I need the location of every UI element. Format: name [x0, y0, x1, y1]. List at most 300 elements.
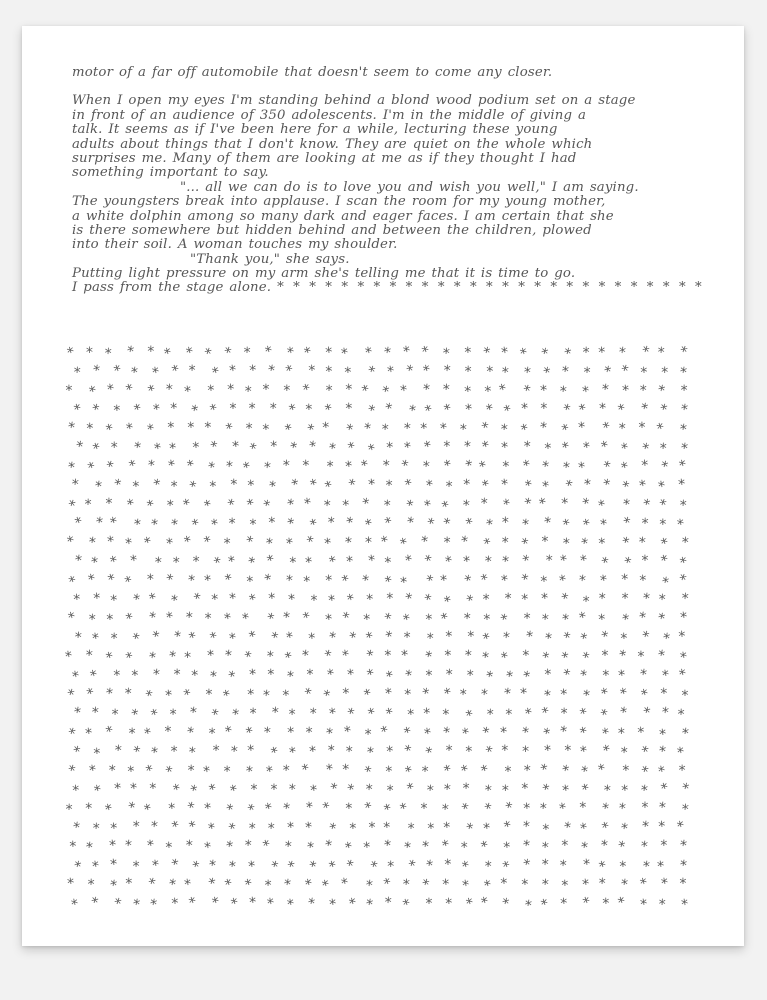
asterisk-mark: *	[225, 668, 238, 687]
asterisk-mark: *	[107, 762, 117, 780]
asterisk-mark: *	[366, 552, 378, 570]
asterisk-mark: *	[521, 495, 534, 514]
asterisk-mark: *	[679, 609, 690, 627]
asterisk-mark: *	[302, 533, 316, 552]
asterisk-mark: *	[425, 630, 435, 648]
asterisk-mark: *	[152, 554, 163, 571]
asterisk-mark: *	[398, 800, 411, 818]
asterisk-mark: *	[104, 495, 114, 512]
asterisk-mark: *	[499, 572, 511, 590]
asterisk-mark: *	[266, 820, 276, 838]
asterisk-mark: *	[246, 628, 260, 646]
asterisk-mark: *	[221, 686, 234, 705]
asterisk-mark: *	[660, 364, 669, 381]
asterisk-mark: *	[617, 726, 626, 743]
asterisk-mark: *	[620, 553, 634, 572]
asterisk-mark: *	[169, 592, 180, 610]
asterisk-mark: *	[481, 820, 492, 838]
asterisk-mark: *	[150, 364, 162, 382]
asterisk-mark: *	[659, 686, 670, 703]
asterisk-mark: *	[538, 800, 549, 817]
asterisk-mark: *	[657, 896, 667, 914]
asterisk-mark: *	[284, 495, 296, 514]
asterisk-mark: *	[520, 818, 531, 836]
asterisk-mark: *	[339, 875, 352, 893]
asterisk-mark: *	[103, 685, 115, 703]
asterisk-mark: *	[162, 571, 175, 589]
asterisk-mark: *	[461, 780, 471, 797]
asterisk-mark: *	[598, 516, 610, 534]
asterisk-mark: *	[599, 418, 614, 437]
asterisk-mark: *	[557, 571, 569, 590]
asterisk-mark: *	[283, 838, 294, 855]
asterisk-mark: *	[423, 612, 434, 629]
asterisk-mark: *	[658, 726, 669, 743]
asterisk-mark: *	[90, 439, 104, 458]
asterisk-mark: *	[190, 667, 201, 685]
asterisk-mark: *	[381, 344, 393, 362]
asterisk-mark: *	[305, 895, 317, 913]
asterisk-mark: *	[679, 534, 690, 551]
asterisk-mark: *	[675, 516, 687, 534]
asterisk-mark: *	[64, 497, 78, 516]
asterisk-mark: *	[677, 763, 687, 780]
text-line: surprises me. Many of them are looking at me as if they thought I had	[72, 150, 577, 166]
asterisk-mark: *	[302, 343, 315, 362]
asterisk-mark: *	[189, 590, 203, 609]
asterisk-mark: *	[460, 877, 472, 895]
asterisk-mark: *	[283, 362, 297, 380]
asterisk-mark: *	[326, 514, 336, 532]
asterisk-mark: *	[577, 743, 590, 762]
text-line-last	[72, 280, 704, 296]
asterisk-mark: *	[207, 725, 216, 743]
asterisk-row	[66, 475, 696, 497]
asterisk-mark: *	[597, 554, 611, 573]
asterisk-mark: *	[201, 533, 215, 552]
asterisk-mark: *	[441, 457, 455, 475]
asterisk-mark: *	[112, 780, 123, 798]
asterisk-mark: *	[166, 457, 178, 475]
asterisk-mark: *	[656, 344, 666, 361]
asterisk-mark: *	[463, 514, 477, 533]
asterisk-mark: *	[442, 439, 452, 456]
asterisk-mark: *	[559, 439, 572, 458]
asterisk-mark: *	[164, 381, 175, 399]
asterisk-mark: *	[287, 744, 299, 762]
asterisk-mark: *	[539, 725, 552, 744]
asterisk-mark: *	[420, 763, 430, 780]
asterisk-mark: *	[640, 800, 650, 817]
asterisk-mark: *	[439, 801, 450, 819]
asterisk-mark: *	[381, 837, 393, 855]
asterisk-mark: *	[443, 647, 453, 665]
asterisk-mark: *	[207, 629, 221, 648]
asterisk-mark: *	[655, 496, 669, 515]
asterisk-mark: *	[639, 439, 652, 458]
asterisk-row	[66, 361, 696, 383]
asterisk-mark: *	[367, 819, 377, 836]
asterisk-mark: *	[402, 666, 415, 685]
asterisk-mark: *	[519, 382, 533, 401]
asterisk-mark: *	[320, 877, 333, 895]
asterisk-mark: *	[148, 516, 160, 534]
asterisk-mark: *	[423, 857, 435, 875]
asterisk-mark: *	[86, 876, 96, 894]
asterisk-mark: *	[459, 857, 472, 876]
asterisk-mark: *	[112, 742, 123, 760]
asterisk-mark: *	[64, 344, 78, 363]
asterisk-mark: *	[124, 420, 136, 438]
asterisk-mark: *	[244, 573, 255, 590]
asterisk-mark: *	[598, 837, 609, 855]
asterisk-mark: *	[656, 799, 668, 817]
asterisk-mark: *	[143, 762, 157, 781]
asterisk-mark: *	[127, 726, 137, 743]
asterisk-mark: *	[343, 838, 356, 857]
asterisk-mark: *	[518, 551, 531, 570]
asterisk-mark: *	[72, 552, 84, 570]
text-line: motor of a far off automobile that doesn't seem to come any closer.	[72, 65, 553, 80]
asterisk-mark: *	[421, 438, 434, 456]
asterisk-mark: *	[384, 743, 396, 761]
asterisk-mark: *	[186, 629, 200, 648]
asterisk-mark: *	[343, 401, 354, 418]
asterisk-mark: *	[167, 516, 180, 534]
asterisk-mark: *	[485, 706, 495, 724]
asterisk-mark: *	[440, 876, 451, 894]
asterisk-mark: *	[419, 838, 431, 856]
asterisk-mark: *	[322, 535, 333, 553]
asterisk-mark: *	[404, 514, 416, 533]
asterisk-mark: *	[360, 762, 374, 781]
asterisk-mark: *	[403, 551, 415, 570]
asterisk-mark: *	[561, 476, 575, 495]
asterisk-mark: *	[378, 722, 392, 741]
asterisk-mark: *	[559, 629, 572, 648]
asterisk-mark: *	[307, 476, 321, 494]
asterisk-mark: *	[542, 630, 554, 648]
asterisk-mark: *	[658, 535, 671, 554]
asterisk-mark: *	[207, 401, 221, 420]
asterisk-mark: *	[206, 857, 218, 875]
asterisk-row	[66, 627, 696, 649]
asterisk-mark: *	[478, 723, 491, 742]
asterisk-mark: *	[151, 400, 163, 419]
asterisk-mark: *	[183, 798, 196, 817]
asterisk-mark: *	[482, 591, 491, 608]
asterisk-mark: *	[678, 400, 690, 419]
asterisk-mark: *	[422, 571, 435, 590]
asterisk-mark: *	[227, 516, 236, 533]
text-line: something important to say.	[72, 165, 269, 181]
asterisk-mark: *	[73, 438, 86, 457]
asterisk-mark: *	[560, 515, 573, 534]
asterisk-mark: *	[618, 819, 630, 838]
asterisk-mark: *	[130, 896, 142, 914]
asterisk-mark: *	[326, 819, 339, 838]
asterisk-mark: *	[438, 572, 449, 590]
asterisk-mark: *	[539, 573, 550, 590]
asterisk-mark: *	[88, 667, 101, 686]
asterisk-mark: *	[680, 687, 689, 704]
asterisk-mark: *	[599, 685, 612, 704]
asterisk-mark: *	[243, 724, 257, 742]
asterisk-mark: *	[677, 457, 690, 476]
asterisk-mark: *	[123, 535, 135, 553]
asterisk-mark: *	[480, 799, 494, 818]
asterisk-mark: *	[478, 570, 492, 589]
asterisk-mark: *	[283, 572, 295, 590]
asterisk-mark: *	[619, 630, 629, 647]
asterisk-mark: *	[131, 478, 141, 496]
asterisk-mark: *	[300, 647, 311, 665]
asterisk-mark: *	[441, 781, 453, 799]
asterisk-mark: *	[406, 821, 416, 838]
asterisk-mark: *	[246, 820, 257, 838]
asterisk-mark: *	[442, 592, 455, 611]
asterisk-mark: *	[166, 876, 178, 894]
asterisk-mark: *	[482, 668, 495, 686]
asterisk-mark: *	[261, 570, 274, 589]
asterisk-mark: *	[128, 364, 140, 382]
asterisk-mark: *	[458, 422, 469, 439]
asterisk-row	[66, 437, 696, 459]
asterisk-mark: *	[224, 820, 238, 839]
asterisk-mark: *	[679, 725, 690, 743]
asterisk-mark: *	[181, 496, 194, 515]
asterisk-mark: *	[281, 762, 291, 779]
asterisk-mark: *	[659, 838, 669, 855]
asterisk-mark: *	[286, 401, 300, 419]
asterisk-mark: *	[264, 552, 277, 571]
asterisk-mark: *	[559, 895, 570, 912]
asterisk-mark: *	[599, 381, 610, 399]
asterisk-mark: *	[560, 459, 572, 477]
asterisk-mark: *	[539, 401, 549, 418]
asterisk-mark: *	[362, 516, 375, 535]
asterisk-mark: *	[659, 573, 671, 592]
asterisk-mark: *	[247, 894, 259, 912]
asterisk-mark: *	[141, 725, 154, 743]
asterisk-mark: *	[131, 400, 144, 419]
asterisk-mark: *	[402, 476, 416, 495]
asterisk-mark: *	[72, 513, 86, 532]
asterisk-mark: *	[617, 344, 628, 362]
asterisk-mark: *	[397, 457, 411, 476]
asterisk-mark: *	[577, 572, 588, 590]
asterisk-mark: *	[559, 611, 571, 629]
asterisk-mark: *	[128, 706, 141, 725]
asterisk-mark: *	[206, 781, 220, 800]
asterisk-mark: *	[521, 647, 531, 665]
asterisk-mark: *	[248, 666, 259, 684]
asterisk-mark: *	[498, 648, 511, 667]
asterisk-mark: *	[265, 648, 276, 666]
asterisk-mark: *	[383, 705, 396, 724]
asterisk-mark: *	[344, 801, 354, 818]
asterisk-row	[64, 494, 696, 516]
asterisk-mark: *	[202, 800, 214, 818]
asterisk-mark: *	[184, 723, 196, 742]
asterisk-mark: *	[596, 344, 607, 361]
paragraph-gap	[72, 80, 692, 94]
asterisk-mark: *	[301, 458, 311, 475]
asterisk-mark: *	[597, 400, 609, 418]
asterisk-mark: *	[617, 361, 631, 380]
asterisk-mark: *	[479, 686, 490, 704]
asterisk-mark: *	[358, 495, 371, 514]
asterisk-mark: *	[678, 780, 691, 798]
asterisk-mark: *	[638, 874, 651, 893]
asterisk-row	[64, 798, 696, 820]
asterisk-mark: *	[521, 438, 532, 455]
asterisk-mark: *	[201, 496, 215, 515]
asterisk-mark: *	[616, 800, 627, 818]
asterisk-mark: *	[64, 801, 74, 819]
text-line: When I open my eyes I'm standing behind a blond wood podium set on a stage	[72, 93, 636, 109]
asterisk-mark: *	[226, 553, 238, 572]
asterisk-mark: *	[401, 724, 415, 742]
asterisk-mark: *	[261, 724, 272, 742]
asterisk-mark: *	[639, 364, 649, 381]
asterisk-mark: *	[402, 763, 416, 782]
asterisk-mark: *	[229, 477, 239, 494]
asterisk-mark: *	[185, 419, 196, 436]
asterisk-mark: *	[83, 839, 94, 857]
asterisk-mark: *	[344, 476, 357, 495]
asterisk-mark: *	[69, 667, 82, 686]
asterisk-mark: *	[131, 439, 143, 457]
asterisk-mark: *	[365, 440, 378, 459]
asterisk-mark: *	[500, 743, 510, 760]
asterisk-mark: *	[442, 362, 453, 379]
asterisk-mark: *	[131, 858, 140, 875]
asterisk-mark: *	[576, 419, 588, 437]
asterisk-mark: *	[299, 760, 312, 779]
asterisk-mark: *	[344, 743, 354, 761]
asterisk-mark: *	[70, 477, 81, 494]
asterisk-mark: *	[463, 647, 473, 665]
asterisk-mark: *	[484, 363, 495, 381]
asterisk-mark: *	[169, 743, 179, 760]
asterisk-mark: *	[620, 571, 631, 589]
asterisk-mark: *	[401, 876, 412, 894]
asterisk-mark: *	[440, 837, 453, 856]
asterisk-mark: *	[148, 705, 162, 724]
asterisk-mark: *	[268, 400, 278, 418]
asterisk-mark: *	[307, 516, 320, 534]
asterisk-mark: *	[523, 628, 535, 647]
asterisk-row	[66, 817, 696, 839]
asterisk-mark: *	[655, 646, 668, 665]
asterisk-mark: *	[142, 801, 155, 819]
asterisk-mark: *	[249, 781, 259, 798]
asterisk-mark: *	[84, 801, 93, 818]
asterisk-mark: *	[92, 478, 104, 496]
asterisk-mark: *	[579, 494, 592, 513]
asterisk-mark: *	[439, 497, 453, 516]
asterisk-mark: *	[324, 363, 334, 381]
asterisk-mark: *	[362, 798, 376, 817]
asterisk-mark: *	[65, 419, 77, 437]
asterisk-mark: *	[520, 876, 531, 893]
asterisk-mark: *	[266, 590, 277, 608]
asterisk-mark: *	[559, 666, 573, 684]
asterisk-mark: *	[362, 647, 375, 666]
asterisk-mark: *	[400, 611, 413, 629]
asterisk-mark: *	[123, 685, 134, 703]
asterisk-row	[66, 893, 696, 915]
asterisk-mark: *	[363, 629, 377, 648]
asterisk-mark: *	[304, 839, 316, 857]
asterisk-mark: *	[600, 724, 613, 743]
asterisk-mark: *	[244, 495, 257, 514]
asterisk-mark: *	[361, 839, 372, 857]
asterisk-mark: *	[91, 820, 101, 837]
asterisk-mark: *	[424, 668, 434, 685]
asterisk-mark: *	[223, 496, 237, 514]
asterisk-mark: *	[141, 533, 154, 552]
asterisk-mark: *	[347, 895, 360, 913]
asterisk-mark: *	[227, 629, 239, 648]
asterisk-mark: *	[441, 381, 451, 399]
asterisk-mark: *	[283, 628, 296, 647]
asterisk-mark: *	[122, 837, 134, 855]
asterisk-mark: *	[559, 762, 571, 781]
asterisk-mark: *	[640, 515, 650, 532]
asterisk-mark: *	[383, 684, 395, 703]
asterisk-mark: *	[186, 894, 200, 912]
asterisk-mark: *	[84, 684, 99, 703]
asterisk-mark: *	[423, 515, 437, 534]
asterisk-mark: *	[499, 439, 511, 457]
asterisk-mark: *	[404, 780, 418, 799]
asterisk-mark: *	[209, 591, 220, 609]
asterisk-mark: *	[64, 382, 74, 399]
asterisk-mark: *	[483, 858, 493, 876]
asterisk-mark: *	[479, 838, 492, 857]
asterisk-mark: *	[637, 534, 648, 552]
asterisk-mark: *	[242, 533, 256, 551]
asterisk-mark: *	[63, 686, 76, 704]
asterisk-mark: *	[107, 553, 120, 572]
asterisk-mark: *	[497, 381, 510, 399]
asterisk-mark: *	[581, 593, 591, 610]
asterisk-mark: *	[267, 629, 281, 648]
asterisk-mark: *	[639, 818, 651, 836]
asterisk-mark: *	[320, 647, 334, 666]
asterisk-mark: *	[438, 420, 450, 438]
asterisk-mark: *	[557, 590, 571, 608]
asterisk-mark: *	[304, 401, 314, 419]
asterisk-mark: *	[421, 725, 434, 743]
asterisk-mark: *	[441, 707, 451, 724]
asterisk-mark: *	[287, 554, 298, 572]
asterisk-mark: *	[541, 514, 553, 532]
asterisk-mark: *	[381, 627, 394, 646]
asterisk-mark: *	[88, 400, 102, 419]
asterisk-mark: *	[280, 800, 292, 818]
asterisk-mark: *	[382, 399, 395, 418]
asterisk-mark: *	[402, 438, 414, 457]
asterisk-row	[66, 839, 696, 858]
asterisk-mark: *	[283, 858, 297, 877]
asterisk-mark: *	[499, 344, 511, 362]
asterisk-mark: *	[420, 591, 434, 610]
asterisk-mark: *	[499, 895, 512, 914]
asterisk-mark: *	[640, 857, 651, 876]
